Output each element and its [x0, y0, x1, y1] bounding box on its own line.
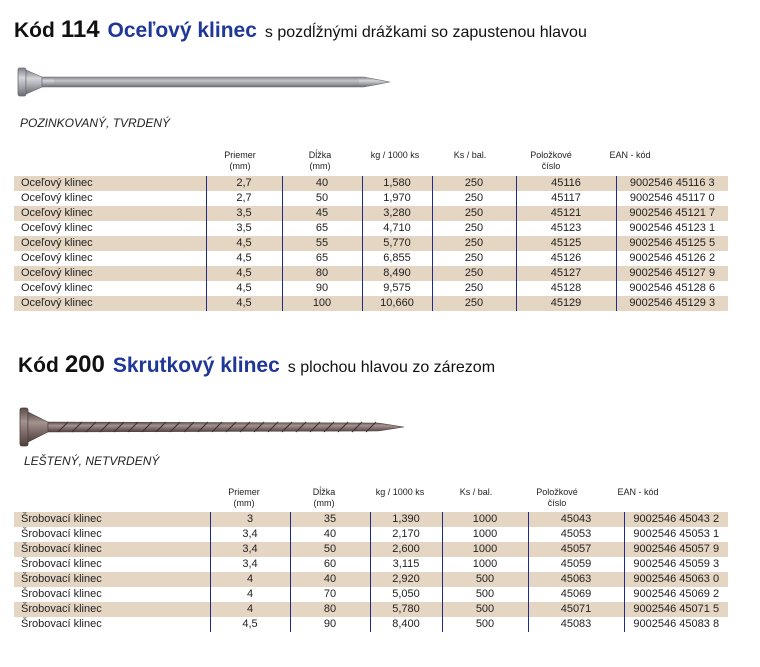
cell-weight: 4,710 — [362, 221, 432, 236]
table-row — [14, 281, 728, 296]
cell-ean: 9002546 45117 0 — [629, 192, 715, 204]
cell-diameter: 4,5 — [206, 251, 282, 266]
product-name: Skrutkový klinec — [112, 354, 280, 377]
cell-name: Šrobovací klinec — [14, 542, 210, 557]
cell-weight: 5,770 — [362, 236, 432, 251]
cell-length: 40 — [282, 176, 362, 191]
cell-ean: 9002546 45059 3 — [633, 558, 720, 570]
cell-ean: 9002546 45053 1 — [633, 528, 720, 540]
cell-weight: 5,050 — [370, 587, 442, 602]
cell-ean: 9002546 45071 5 — [624, 602, 728, 617]
cell-item-number: 45123 — [516, 221, 616, 236]
cell-length: 35 — [290, 512, 370, 527]
cell-ean: 9002546 45083 8 — [633, 618, 720, 630]
cell-ean: 9002546 45126 2 — [629, 252, 716, 264]
cell-length: 50 — [290, 542, 370, 557]
cell-diameter: 3 — [210, 512, 290, 527]
cell-pack: 250 — [432, 251, 516, 266]
table-row — [14, 221, 728, 236]
cell-item-number: 45071 — [528, 602, 624, 617]
cell-name: Oceľový klinec — [14, 206, 206, 221]
cell-name: Šrobovací klinec — [14, 557, 210, 572]
table-row — [14, 176, 728, 191]
cell-weight: 3,115 — [370, 557, 442, 572]
cell-diameter: 3,4 — [210, 557, 290, 572]
cell-pack: 250 — [432, 296, 516, 311]
table-row — [14, 587, 728, 602]
cell-length: 40 — [290, 572, 370, 587]
cell-ean: 9002546 45123 1 — [629, 222, 716, 234]
cell-pack: 500 — [442, 572, 528, 587]
cell-name: Šrobovací klinec — [14, 527, 210, 542]
cell-name: Oceľový klinec — [14, 251, 206, 266]
cell-pack: 500 — [442, 602, 528, 617]
cell-diameter: 3,4 — [210, 542, 290, 557]
cell-item-number: 45117 — [516, 191, 616, 206]
cell-item-number: 45057 — [528, 542, 624, 557]
cell-pack: 250 — [432, 236, 516, 251]
cell-weight: 6,855 — [362, 251, 432, 266]
cell-weight: 2,920 — [370, 572, 442, 587]
section-2-heading — [18, 351, 495, 379]
cell-name: Oceľový klinec — [14, 281, 206, 296]
product-name: Oceľový klinec — [107, 19, 257, 42]
cell-item-number: 45083 — [528, 617, 624, 632]
cell-ean: 9002546 45121 7 — [616, 206, 728, 221]
cell-pack: 250 — [432, 206, 516, 221]
cell-item-number: 45126 — [516, 251, 616, 266]
table-row — [14, 527, 728, 542]
cell-length: 45 — [282, 206, 362, 221]
col-header-length: Dĺžka (mm) — [308, 150, 332, 171]
kod-label: Kód — [18, 354, 59, 377]
cell-diameter: 4 — [210, 572, 290, 587]
cell-length: 80 — [282, 266, 362, 281]
cell-item-number: 45125 — [516, 236, 616, 251]
col-header-weight: kg / 1000 ks — [375, 487, 425, 497]
cell-diameter: 4 — [210, 587, 290, 602]
cell-length: 50 — [282, 191, 362, 206]
cell-name: Oceľový klinec — [14, 296, 206, 311]
section-1-heading — [14, 16, 587, 44]
product-description: s plochou hlavou zo zárezom — [287, 359, 496, 376]
table-row — [14, 296, 728, 311]
col-header-weight: kg / 1000 ks — [370, 150, 420, 160]
cell-length: 80 — [290, 602, 370, 617]
cell-diameter: 2,7 — [206, 191, 282, 206]
kod-number: 114 — [60, 16, 100, 43]
screw-nail-image — [18, 406, 408, 450]
table-row — [14, 617, 728, 632]
col-header-item-number: Položkové číslo — [536, 487, 578, 508]
cell-pack: 250 — [432, 176, 516, 191]
cell-weight: 1,970 — [362, 191, 432, 206]
cell-item-number: 45128 — [516, 281, 616, 296]
col-header-ean: EAN - kód — [617, 487, 659, 497]
cell-weight: 8,400 — [370, 617, 442, 632]
table-row — [14, 542, 728, 557]
cell-item-number: 45059 — [528, 557, 624, 572]
cell-length: 90 — [290, 617, 370, 632]
cell-name: Oceľový klinec — [14, 176, 206, 191]
cell-length: 40 — [290, 527, 370, 542]
cell-pack: 1000 — [442, 542, 528, 557]
kod-label: Kód — [14, 19, 55, 42]
cell-diameter: 4 — [210, 602, 290, 617]
cell-ean: 9002546 45128 6 — [629, 282, 716, 294]
cell-item-number: 45127 — [516, 266, 616, 281]
cell-name: Šrobovací klinec — [14, 587, 210, 602]
cell-length: 70 — [290, 587, 370, 602]
table-row — [14, 557, 728, 572]
cell-name: Oceľový klinec — [14, 191, 206, 206]
cell-name: Šrobovací klinec — [14, 617, 210, 632]
cell-name: Šrobovací klinec — [14, 572, 210, 587]
cell-ean: 9002546 45057 9 — [624, 542, 728, 557]
cell-diameter: 3,5 — [206, 206, 282, 221]
cell-item-number: 45043 — [528, 512, 624, 527]
cell-length: 65 — [282, 251, 362, 266]
cell-item-number: 45129 — [516, 296, 616, 311]
cell-diameter: 3,4 — [210, 527, 290, 542]
product-description: s pozdĺžnými drážkami so zapustenou hlavou — [264, 24, 587, 41]
cell-name: Oceľový klinec — [14, 221, 206, 236]
cell-ean: 9002546 45063 0 — [624, 572, 728, 587]
table-row — [14, 251, 728, 266]
cell-weight: 2,170 — [370, 527, 442, 542]
cell-ean: 9002546 45125 5 — [616, 236, 728, 251]
table-row — [14, 512, 728, 527]
col-header-pack: Ks / bal. — [453, 150, 487, 160]
cell-ean: 9002546 45043 2 — [624, 512, 728, 527]
finish-label: LEŠTENÝ, NETVRDENÝ — [24, 454, 160, 468]
col-header-diameter: Priemer (mm) — [228, 487, 260, 508]
cell-length: 90 — [282, 281, 362, 296]
table-row — [14, 602, 728, 617]
table-row — [14, 191, 728, 206]
cell-pack: 1000 — [442, 512, 528, 527]
table-row — [14, 572, 728, 587]
cell-weight: 3,280 — [362, 206, 432, 221]
cell-pack: 1000 — [442, 527, 528, 542]
cell-length: 65 — [282, 221, 362, 236]
cell-ean: 9002546 45127 9 — [616, 266, 728, 281]
cell-ean: 9002546 45069 2 — [633, 588, 720, 600]
col-header-length: Dĺžka (mm) — [312, 487, 336, 508]
cell-diameter: 4,5 — [210, 617, 290, 632]
cell-weight: 10,660 — [362, 296, 432, 311]
cell-diameter: 4,5 — [206, 281, 282, 296]
cell-weight: 9,575 — [362, 281, 432, 296]
galvanized-nail-image — [14, 64, 394, 102]
cell-item-number: 45121 — [516, 206, 616, 221]
cell-pack: 250 — [432, 191, 516, 206]
cell-diameter: 4,5 — [206, 296, 282, 311]
cell-name: Oceľový klinec — [14, 266, 206, 281]
cell-name: Šrobovací klinec — [14, 512, 210, 527]
cell-diameter: 3,5 — [206, 221, 282, 236]
cell-item-number: 45069 — [528, 587, 624, 602]
cell-weight: 1,390 — [370, 512, 442, 527]
col-header-ean: EAN - kód — [609, 150, 651, 160]
cell-weight: 2,600 — [370, 542, 442, 557]
product-table-200 — [14, 512, 728, 632]
cell-pack: 250 — [432, 266, 516, 281]
kod-number: 200 — [64, 351, 105, 378]
col-header-pack: Ks / bal. — [459, 487, 493, 497]
cell-name: Oceľový klinec — [14, 236, 206, 251]
cell-diameter: 4,5 — [206, 266, 282, 281]
cell-weight: 1,580 — [362, 176, 432, 191]
cell-pack: 500 — [442, 587, 528, 602]
table-row — [14, 266, 728, 281]
cell-diameter: 2,7 — [206, 176, 282, 191]
cell-name: Šrobovací klinec — [14, 602, 210, 617]
cell-ean: 9002546 45129 3 — [616, 296, 728, 311]
finish-label: POZINKOVANÝ, TVRDENÝ — [20, 116, 171, 130]
cell-item-number: 45053 — [528, 527, 624, 542]
cell-pack: 250 — [432, 281, 516, 296]
product-table-114 — [14, 176, 728, 311]
cell-pack: 1000 — [442, 557, 528, 572]
cell-item-number: 45116 — [516, 176, 616, 191]
table-row — [14, 236, 728, 251]
cell-length: 55 — [282, 236, 362, 251]
cell-weight: 8,490 — [362, 266, 432, 281]
col-header-diameter: Priemer (mm) — [224, 150, 256, 171]
table-row — [14, 206, 728, 221]
cell-weight: 5,780 — [370, 602, 442, 617]
cell-diameter: 4,5 — [206, 236, 282, 251]
cell-length: 60 — [290, 557, 370, 572]
cell-length: 100 — [282, 296, 362, 311]
cell-pack: 250 — [432, 221, 516, 236]
cell-item-number: 45063 — [528, 572, 624, 587]
col-header-item-number: Položkové číslo — [530, 150, 572, 171]
cell-pack: 500 — [442, 617, 528, 632]
cell-ean: 9002546 45116 3 — [616, 176, 728, 191]
